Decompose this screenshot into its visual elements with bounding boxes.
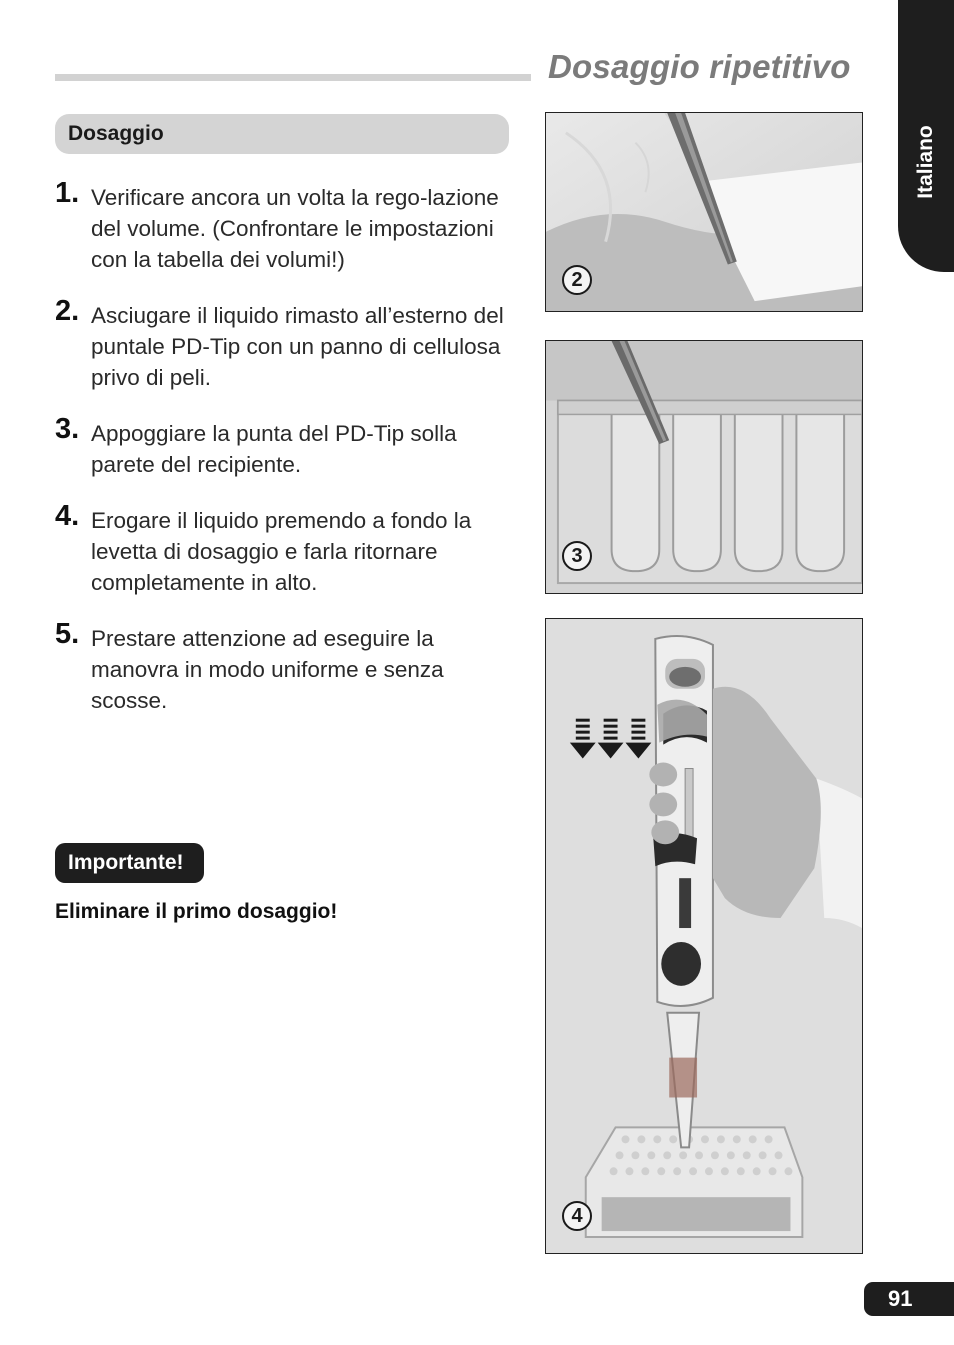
step-number: 3. [55, 413, 80, 445]
steps-list [55, 177, 525, 741]
page-title: Dosaggio ripetitivo [548, 48, 851, 85]
language-tab[interactable] [898, 0, 954, 272]
step-text: Appoggiare la punta del PD-Tip solla parete del recipiente. [91, 421, 457, 477]
page-number: 91 [864, 1282, 954, 1316]
important-note: Eliminare il primo dosaggio! [55, 900, 338, 923]
list-item [55, 500, 525, 598]
down-arrows-icon [570, 719, 651, 759]
figure-badge: 4 [562, 1201, 592, 1231]
step-number: 1. [55, 177, 80, 209]
step-text: Prestare attenzione ad eseguire la manovra in modo uniforme e senza scosse. [91, 626, 444, 713]
figure-wipe-tip [545, 112, 863, 312]
section-heading: Dosaggio [55, 114, 509, 154]
language-tab-label: Italiano [914, 125, 937, 199]
step-number: 4. [55, 500, 80, 532]
figure-tip-vessel [545, 340, 863, 594]
step-text: Verificare ancora un volta la rego-lazione del volume. (Confrontare le impostazioni con la tabella dei volumi!) [91, 185, 499, 272]
tip-vessel-illustration [546, 341, 862, 593]
figure-dispense [545, 618, 863, 1254]
wipe-tip-illustration [546, 113, 862, 311]
figure-badge: 2 [562, 265, 592, 295]
list-item [55, 295, 525, 393]
step-text: Erogare il liquido premendo a fondo la levetta di dosaggio e farla ritornare completamente in alto. [91, 508, 472, 595]
step-number: 5. [55, 618, 80, 650]
list-item [55, 618, 525, 716]
figure-badge: 3 [562, 541, 592, 571]
list-item [55, 413, 525, 480]
important-badge: Importante! [55, 843, 204, 883]
list-item [55, 177, 525, 275]
step-text: Asciugare il liquido rimasto all’esterno del puntale PD-Tip con un panno di cellulosa privo di peli. [91, 303, 504, 390]
dispense-illustration [546, 619, 862, 1253]
header-rule [55, 74, 531, 81]
step-number: 2. [55, 295, 80, 327]
